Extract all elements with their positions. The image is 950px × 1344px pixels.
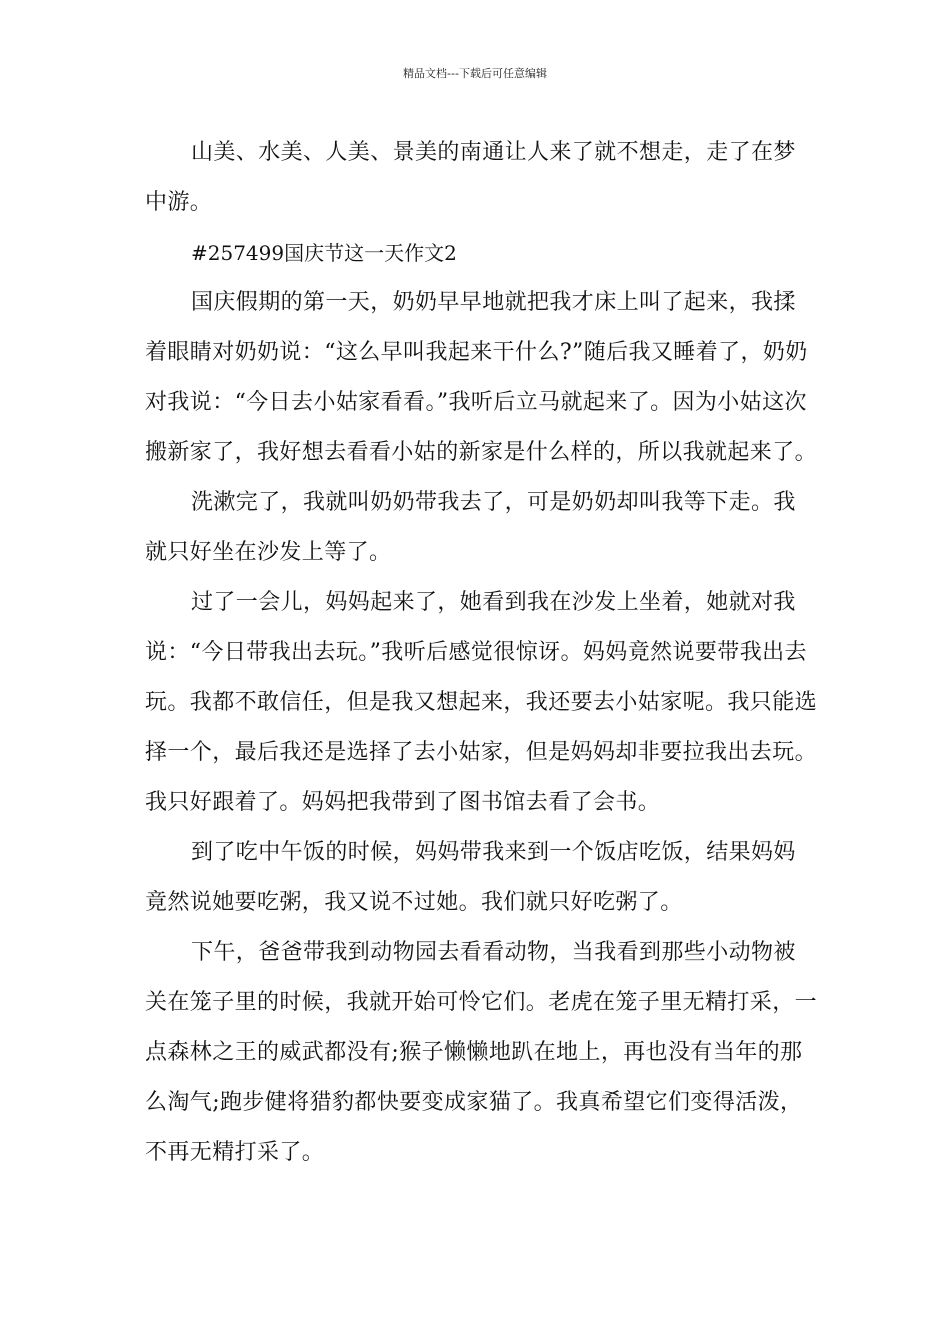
paragraph-3: 洗漱完了，我就叫奶奶带我去了，可是奶奶却叫我等下走。我就只好坐在沙发上等了。 <box>145 490 796 565</box>
document-body <box>145 128 817 1178</box>
essay-title: #257499国庆节这一天作文2 <box>191 241 457 265</box>
paragraph-2: 国庆假期的第一天，奶奶早早地就把我才床上叫了起来，我揉着眼睛对奶奶说：“这么早叫我起来干什么?”随后我又睡着了，奶奶对我说：“今日去小姑家看看。”我听后立马就起来了。因为小姑这次搬新家了，我好想去看看小姑的新家是什么样的，所以我就起来了。 <box>145 290 818 465</box>
paragraph-1: 山美、水美、人美、景美的南通让人来了就不想走，走了在梦中游。 <box>145 140 796 215</box>
page-header: 精品文档---下载后可任意编辑 <box>403 67 547 80</box>
paragraph-5: 到了吃中午饭的时候，妈妈带我来到一个饭店吃饭，结果妈妈竟然说她要吃粥，我又说不过她。我们就只好吃粥了。 <box>145 840 796 915</box>
paragraph-4: 过了一会儿，妈妈起来了，她看到我在沙发上坐着，她就对我说：“今日带我出去玩。”我听后感觉很惊讶。妈妈竟然说要带我出去玩。我都不敢信任，但是我又想起来，我还要去小姑家呢。我只能选择一个，最后我还是选择了去小姑家，但是妈妈却非要拉我出去玩。我只好跟着了。妈妈把我带到了图书馆去看了会书。 <box>145 590 818 815</box>
paragraph-6: 下午，爸爸带我到动物园去看看动物，当我看到那些小动物被关在笼子里的时候，我就开始可怜它们。老虎在笼子里无精打采，一点森林之王的威武都没有;猴子懒懒地趴在地上，再也没有当年的那么淘气;跑步健将猎豹都快要变成家猫了。我真希望它们变得活泼，不再无精打采了。 <box>145 940 818 1165</box>
